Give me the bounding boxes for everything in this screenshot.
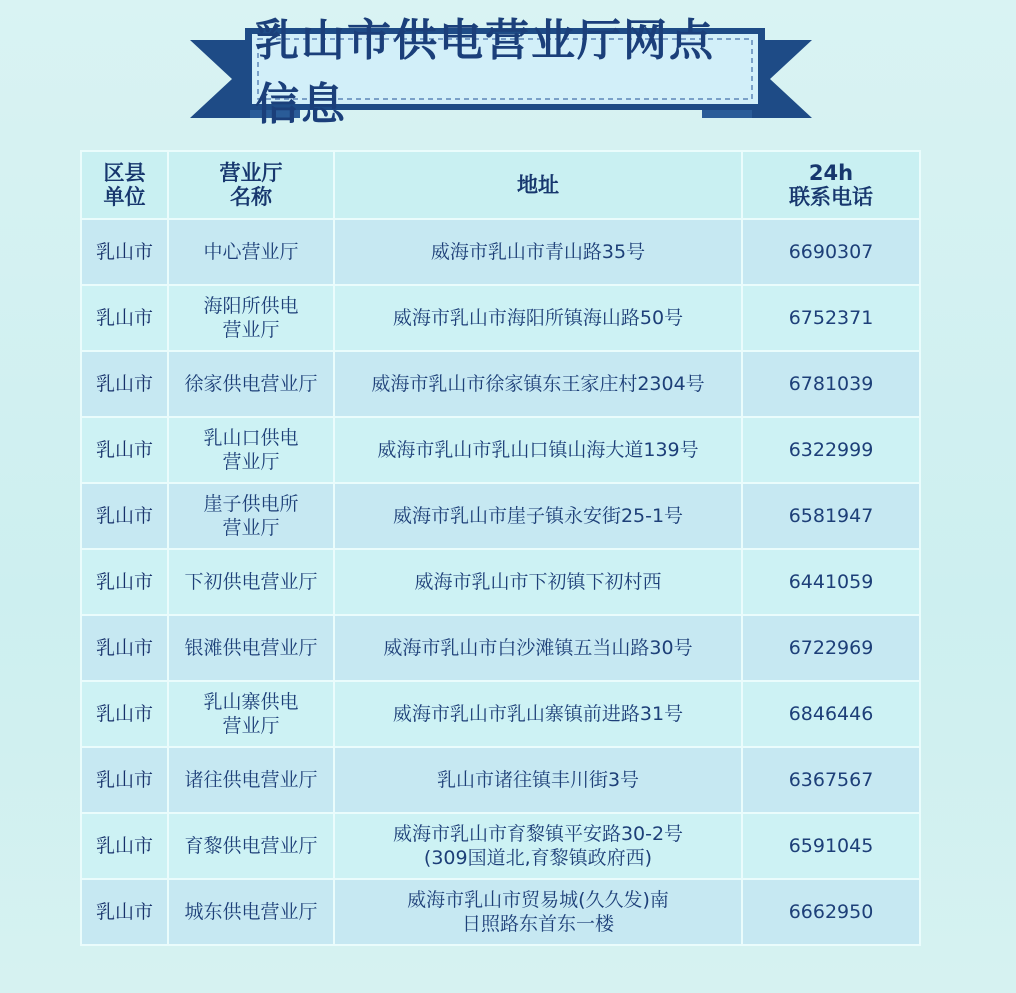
table-row [81, 747, 920, 813]
table-row [81, 813, 920, 879]
header-district: 区县 单位 [81, 151, 168, 219]
address-cell: 威海市乳山市乳山口镇山海大道139号 [334, 417, 742, 483]
hall-name-cell: 海阳所供电 营业厅 [168, 285, 334, 351]
service-hall-table [80, 150, 921, 946]
hall-name-cell: 下初供电营业厅 [168, 549, 334, 615]
hall-name-cell: 诸往供电营业厅 [168, 747, 334, 813]
address-cell: 威海市乳山市海阳所镇海山路50号 [334, 285, 742, 351]
table-row [81, 285, 920, 351]
district-cell: 乳山市 [81, 615, 168, 681]
phone-cell: 6662950 [742, 879, 920, 945]
district-cell: 乳山市 [81, 681, 168, 747]
table-row [81, 549, 920, 615]
phone-cell: 6591045 [742, 813, 920, 879]
header-address: 地址 [334, 151, 742, 219]
table-row [81, 417, 920, 483]
hall-name-cell: 徐家供电营业厅 [168, 351, 334, 417]
table-row [81, 879, 920, 945]
district-cell: 乳山市 [81, 483, 168, 549]
phone-cell: 6367567 [742, 747, 920, 813]
table-row [81, 615, 920, 681]
table-row [81, 483, 920, 549]
phone-cell: 6322999 [742, 417, 920, 483]
page-title: 乳山市供电营业厅网点信息 [255, 15, 715, 130]
title-banner [0, 0, 1016, 130]
phone-cell: 6846446 [742, 681, 920, 747]
hall-name-cell: 乳山寨供电 营业厅 [168, 681, 334, 747]
district-cell: 乳山市 [81, 549, 168, 615]
address-cell: 威海市乳山市崖子镇永安街25-1号 [334, 483, 742, 549]
phone-cell: 6441059 [742, 549, 920, 615]
hall-name-cell: 银滩供电营业厅 [168, 615, 334, 681]
header-phone: 24h 联系电话 [742, 151, 920, 219]
district-cell: 乳山市 [81, 879, 168, 945]
address-cell: 威海市乳山市徐家镇东王家庄村2304号 [334, 351, 742, 417]
district-cell: 乳山市 [81, 219, 168, 285]
hall-name-cell: 中心营业厅 [168, 219, 334, 285]
table-row [81, 681, 920, 747]
address-cell: 威海市乳山市贸易城(久久发)南 日照路东首东一楼 [334, 879, 742, 945]
header-hall-name: 营业厅 名称 [168, 151, 334, 219]
hall-name-cell: 乳山口供电 营业厅 [168, 417, 334, 483]
phone-cell: 6752371 [742, 285, 920, 351]
district-cell: 乳山市 [81, 351, 168, 417]
hall-name-cell: 育黎供电营业厅 [168, 813, 334, 879]
address-cell: 乳山市诸往镇丰川街3号 [334, 747, 742, 813]
phone-cell: 6690307 [742, 219, 920, 285]
address-cell: 威海市乳山市下初镇下初村西 [334, 549, 742, 615]
address-cell: 威海市乳山市育黎镇平安路30-2号 (309国道北,育黎镇政府西) [334, 813, 742, 879]
hall-name-cell: 城东供电营业厅 [168, 879, 334, 945]
table-row [81, 219, 920, 285]
district-cell: 乳山市 [81, 417, 168, 483]
district-cell: 乳山市 [81, 285, 168, 351]
phone-cell: 6722969 [742, 615, 920, 681]
address-cell: 威海市乳山市乳山寨镇前进路31号 [334, 681, 742, 747]
address-cell: 威海市乳山市青山路35号 [334, 219, 742, 285]
phone-cell: 6581947 [742, 483, 920, 549]
district-cell: 乳山市 [81, 747, 168, 813]
address-cell: 威海市乳山市白沙滩镇五当山路30号 [334, 615, 742, 681]
phone-cell: 6781039 [742, 351, 920, 417]
table-row [81, 351, 920, 417]
table-header-row [81, 151, 920, 219]
district-cell: 乳山市 [81, 813, 168, 879]
hall-name-cell: 崖子供电所 营业厅 [168, 483, 334, 549]
